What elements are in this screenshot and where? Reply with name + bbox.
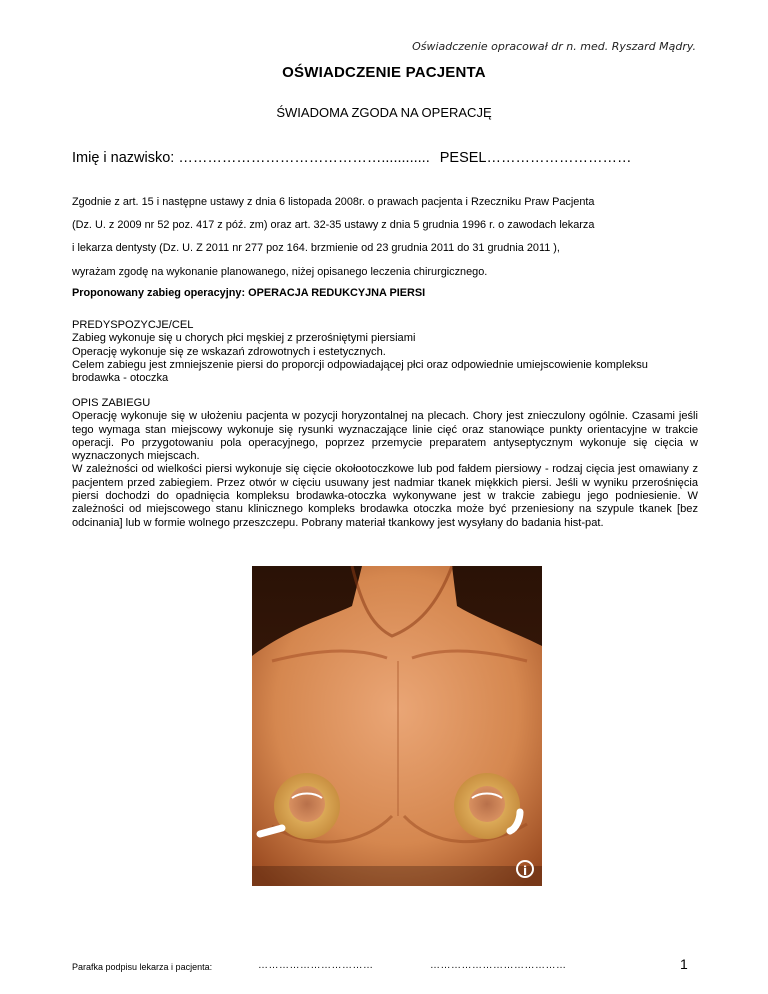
legal-line: Zgodnie z art. 15 i następne ustawy z dnia 6 listopada 2008r. o prawach pacjenta i Rzeczniku Praw Pacjenta [72,196,595,208]
section-predyspozycje [72,319,698,385]
section-line: Operację wykonuje się ze wskazań zdrowotnych i estetycznych. [72,345,386,358]
section-paragraph: W zależności od wielkości piersi wykonuje się cięcie okołootoczkowe lub pod fałdem piersiowy - rodzaj cięcia jest omawiany z pacjentem przed zabiegiem. Przez otwór w cięciu usuwany jest nadmiar tkanek miękkich piersi. Jeśli w wyniku przerośnięcia piersi dochodzi do opadnięcia kompleksu brodawka-otoczka wykonywane jest w trakcie zabiegu jego podniesienie. W zależności od miejscowego stanu klinicznego kompleks brodawka otoczka może być przeniesiony na szypule tkanek [bez odcinania] lub w formie wolnego przeszczepu. Pobrany materiał tkankowy jest wysyłany do badania hist-pat. [72,463,698,529]
patient-initials-field[interactable]: ………………………………… [430,960,567,971]
legal-line: (Dz. U. z 2009 nr 52 poz. 417 z póź. zm) oraz art. 32-35 ustawy z dnia 5 grudnia 1996 r. o zawodach lekarza [72,219,595,232]
section-paragraph: Operację wykonuje się w ułożeniu pacjenta w pozycji horyzontalnej na plecach. Chory jest znieczulony ogólnie. Czasami jeśli tego wymaga stan miejscowy wykonuje się rysunki wyznaczające linie cięć oraz stanowiące punkty orientacyjne w trakcie operacji. Po przygotowaniu pola operacyjnego, poprzez przemycie preparatem antyseptycznym wykonuje się cięcia w wyznaczonych miejscach. [72,410,698,463]
document-title: OŚWIADCZENIE PACJENTA [282,64,486,81]
section-heading: OPIS ZABIEGU [72,397,151,409]
document-subtitle: ŚWIADOMA ZGODA NA OPERACJĘ [276,105,492,120]
chest-illustration [252,566,542,886]
info-icon[interactable]: i [516,860,534,878]
name-field-dots[interactable]: ……………………………………............ [178,150,430,166]
footer-initials-label: Parafka podpisu lekarza i pacjenta: [72,962,213,972]
legal-basis-paragraph [72,191,712,284]
surgical-illustration [252,566,542,886]
section-line: Celem zabiegu jest zmniejszenie piersi do proporcji odpowiadającej płci oraz odpowiednie umiejscowienie kompleksu brodawka - otoczka [72,358,648,385]
section-opis-zabiegu [72,397,698,530]
legal-line: wyrażam zgodę na wykonanie planowanego, niżej opisanego leczenia chirurgicznego. [72,265,488,278]
legal-line: i lekarza dentysty (Dz. U. Z 2011 nr 277 poz 164. brzmienie od 23 grudnia 2011 do 31 grudnia 2011 ), [72,242,560,255]
section-heading: PREDYSPOZYCJE/CEL [72,319,194,331]
doctor-initials-field[interactable]: …………………………… [258,960,374,971]
author-note: Oświadczenie opracował dr n. med. Ryszard Mądry. [412,40,696,53]
pesel-label: PESEL [439,150,487,166]
name-label: Imię i nazwisko: [72,150,175,166]
patient-name-line [72,150,632,166]
page-number: 1 [680,956,688,972]
section-line: Zabieg wykonuje się u chorych płci męskiej z przerośniętymi piersiami [72,332,416,345]
proposed-procedure: Proponowany zabieg operacyjny: OPERACJA REDUKCYJNA PIERSI [72,287,426,299]
pesel-field-dots[interactable]: ………………………… [486,150,632,166]
